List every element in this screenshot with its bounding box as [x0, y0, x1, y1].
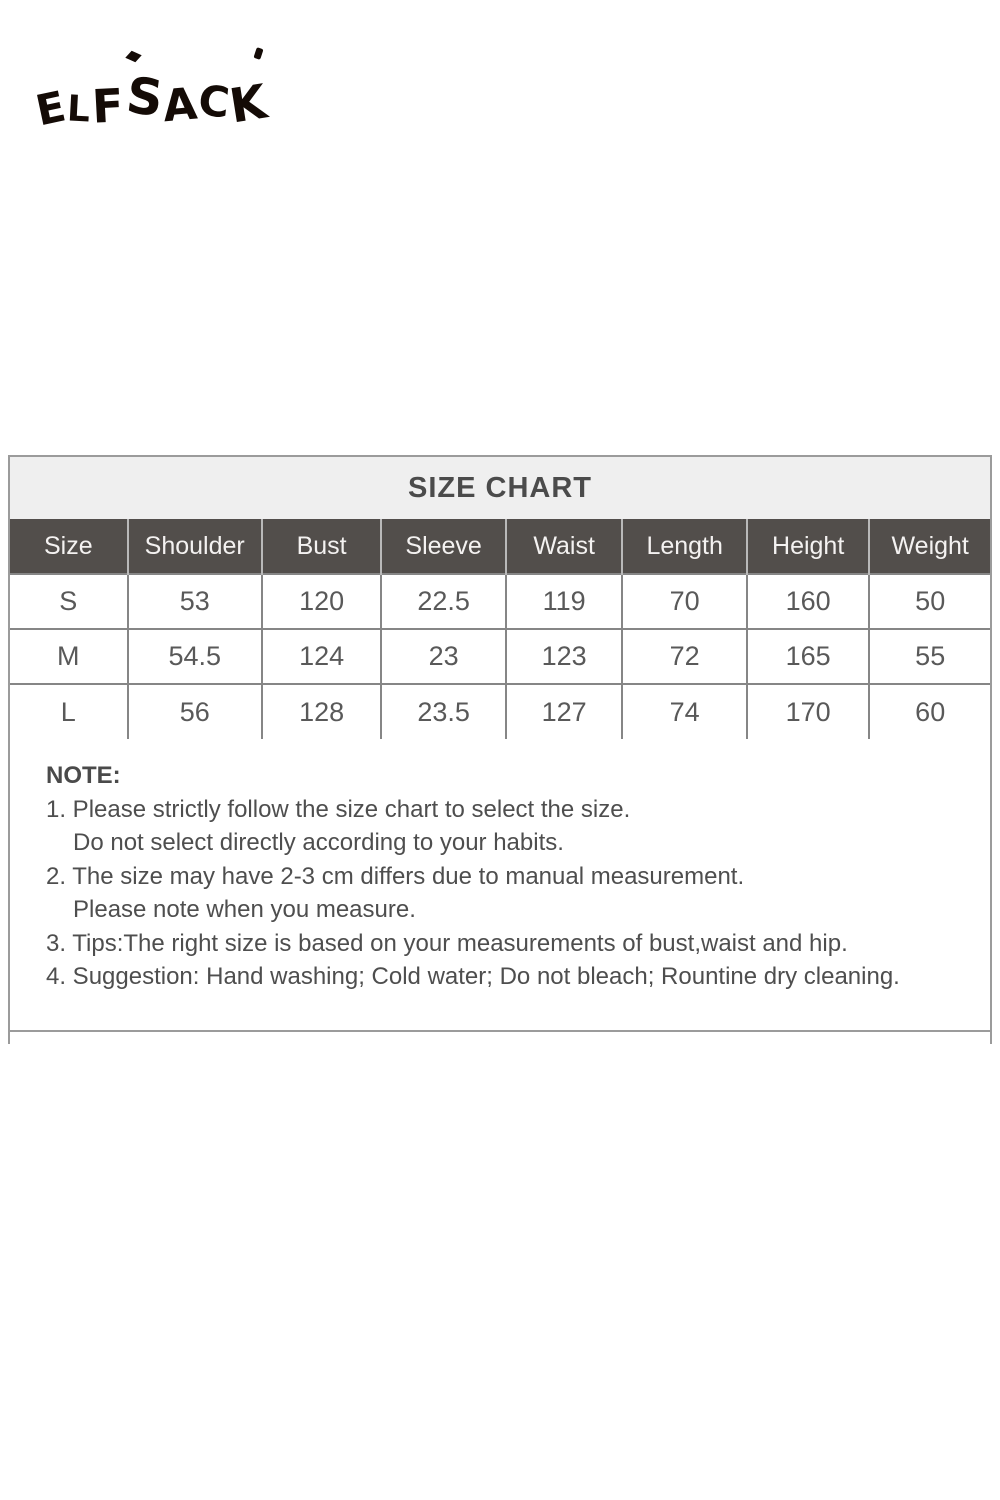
table-cell: 127: [506, 684, 623, 739]
column-header-weight: Weight: [869, 519, 990, 574]
column-header-bust: Bust: [262, 519, 382, 574]
notes-title: NOTE:: [46, 762, 121, 789]
table-cell: 22.5: [381, 574, 505, 629]
table-cell: 128: [262, 684, 382, 739]
logo-letter: F: [90, 78, 125, 134]
table-cell: 72: [622, 629, 746, 684]
table-cell: 123: [506, 629, 623, 684]
table-cell: 50: [869, 574, 990, 629]
table-cell: 60: [869, 684, 990, 739]
table-cell: M: [10, 629, 128, 684]
table-header-row: [10, 519, 990, 574]
table-row-s: [10, 574, 990, 629]
note-line-2: 2. The size may have 2-3 cm differs due to manual measurement.: [46, 862, 745, 890]
table-cell: 170: [747, 684, 870, 739]
column-header-length: Length: [622, 519, 746, 574]
table-row-l: [10, 684, 990, 739]
logo-letter: L: [65, 88, 91, 131]
column-header-size: Size: [10, 519, 128, 574]
table-row-m: [10, 629, 990, 684]
table-cell: 160: [747, 574, 870, 629]
logo-letter: C: [195, 75, 232, 128]
logo-letter: K: [225, 74, 271, 135]
size-chart-table: [10, 519, 990, 739]
table-cell: 119: [506, 574, 623, 629]
notes-section: [10, 739, 990, 1030]
logo-letter: A: [160, 78, 199, 133]
table-cell: 124: [262, 629, 382, 684]
logo-letter: E: [31, 81, 70, 136]
table-cell: 74: [622, 684, 746, 739]
table-cell: 120: [262, 574, 382, 629]
note-line-2b: Please note when you measure.: [73, 896, 416, 923]
table-cell: 165: [747, 629, 870, 684]
note-line-4: 4. Suggestion: Hand washing; Cold water; Do not bleach; Rountine dry cleaning.: [46, 963, 900, 990]
column-header-shoulder: Shoulder: [128, 519, 262, 574]
table-cell: 23: [381, 629, 505, 684]
cropped-next-section-box: [8, 1032, 992, 1044]
table-cell: 23.5: [381, 684, 505, 739]
table-cell: 53: [128, 574, 262, 629]
table-cell: 54.5: [128, 629, 262, 684]
size-chart-sheet: [8, 455, 992, 1044]
column-header-height: Height: [747, 519, 870, 574]
table-cell: 56: [128, 684, 262, 739]
table-cell: L: [10, 684, 128, 739]
logo-letter: S: [123, 66, 166, 129]
size-chart-title: SIZE CHART: [408, 471, 592, 504]
elfsack-logo: [31, 38, 271, 136]
size-chart-box: [8, 455, 992, 1032]
note-line-3: 3. Tips:The right size is based on your measurements of bust,waist and hip.: [46, 929, 848, 957]
table-cell: 70: [622, 574, 746, 629]
note-line-1b: Do not select directly according to your habits.: [73, 829, 564, 856]
table-cell: S: [10, 574, 128, 629]
note-line-1: 1. Please strictly follow the size chart to select the size.: [46, 795, 631, 823]
column-header-waist: Waist: [506, 519, 623, 574]
table-cell: 55: [869, 629, 990, 684]
column-header-sleeve: Sleeve: [381, 519, 505, 574]
size-chart-title-banner: [10, 457, 990, 519]
